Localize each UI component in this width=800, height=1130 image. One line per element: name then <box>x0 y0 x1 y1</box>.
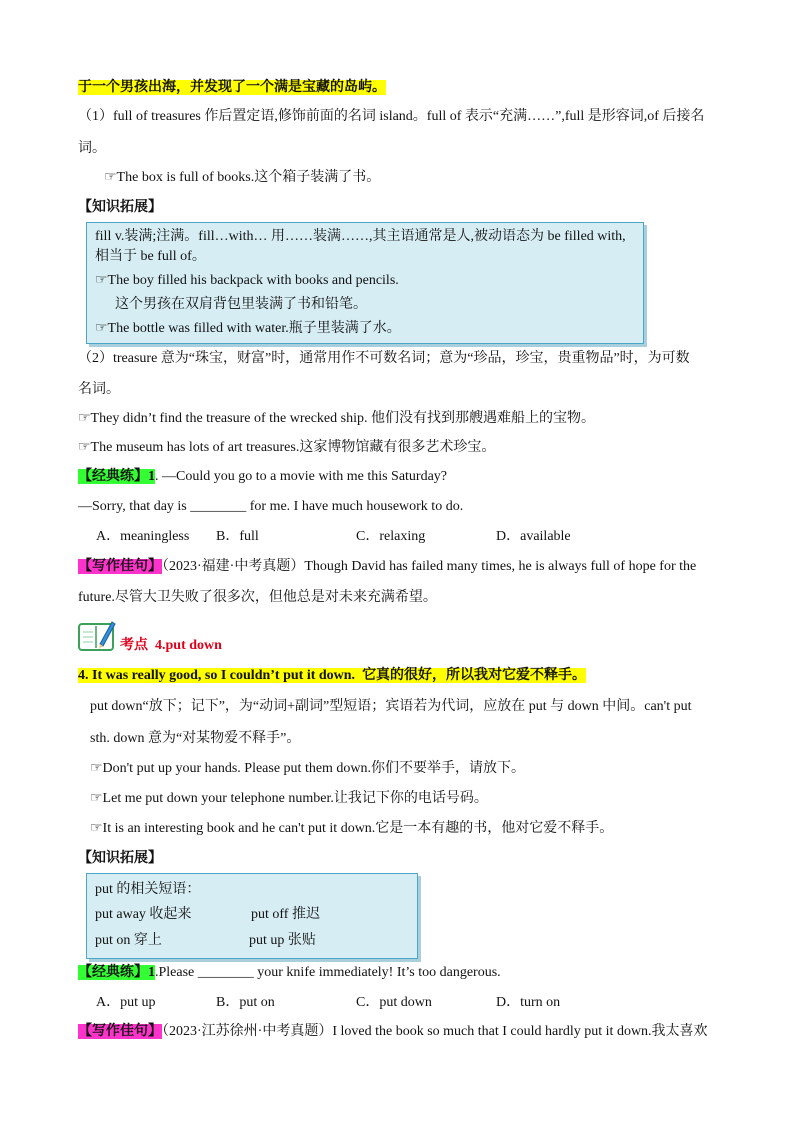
writing-sentence: 【写作佳句】（2023·江苏徐州·中考真题）I loved the book so much that I could hardly put it down.我太喜欢 <box>78 1024 708 1039</box>
kaodian-heading <box>120 636 222 656</box>
writing-sentence-line-2: future.尽管大卫失败了很多次，但他总是对未来充满希望。 <box>78 590 437 605</box>
phrase-item: put away 收起来 <box>95 907 192 922</box>
option-c[interactable]: C．put down <box>356 995 432 1010</box>
practice-question: 【经典练】1.Please ________ your knife immediately! It’s too dangerous. <box>78 965 501 980</box>
kaodian-label: 考点 <box>120 638 148 653</box>
phrase-item: put up 张贴 <box>249 933 316 948</box>
example-sentence: ☞The box is full of books.这个箱子装满了书。 <box>104 170 381 185</box>
book-pencil-icon <box>78 618 116 652</box>
writing-sentence: 【写作佳句】（2023·福建·中考真题）Though David has failed many times, he is always full of hope for the <box>78 559 697 574</box>
paragraph-3-line-2: sth. down 意为“对某物爱不释手”。 <box>90 731 301 746</box>
box-line: fill v.装满;注满。fill…with… 用……装满……,其主语通常是人,被动语态为 be filled with, <box>95 229 626 244</box>
knowledge-box <box>86 222 644 344</box>
example-sentence: ☞The museum has lots of art treasures.这家博物馆藏有很多艺术珍宝。 <box>78 440 496 455</box>
box-line: ☞The boy filled his backpack with books and pencils. <box>95 273 399 288</box>
option-d[interactable]: D．turn on <box>496 995 561 1010</box>
box-line: 这个男孩在双肩背包里装满了书和铅笔。 <box>115 297 367 312</box>
practice-tag: 【经典练】1 <box>78 469 155 484</box>
key-sentence: 4. It was really good, so I couldn’t put it down. 它真的很好，所以我对它爱不释手。 <box>78 668 587 683</box>
paragraph-2-line-2: 名词。 <box>78 382 120 397</box>
option-c[interactable]: C．relaxing <box>356 529 426 544</box>
practice-tag: 【经典练】1 <box>78 965 155 980</box>
example-sentence: ☞They didn’t find the treasure of the wrecked ship. 他们没有找到那艘遇难船上的宝物。 <box>78 411 595 426</box>
option-d[interactable]: D．available <box>496 529 571 544</box>
title-line: 于一个男孩出海，并发现了一个满是宝藏的岛屿。 <box>78 80 386 95</box>
box-line: ☞The bottle was filled with water.瓶子里装满了水。 <box>95 321 401 336</box>
paragraph-1-line-1: （1）full of treasures 作后置定语,修饰前面的名词 island。full of 表示“充满……”,full 是形容词,of 后接名 <box>78 109 705 124</box>
option-a[interactable]: A．meaningless <box>96 529 190 544</box>
practice-question-line-2: —Sorry, that day is ________ for me. I have much housework to do. <box>78 499 464 514</box>
example-sentence: ☞Don't put up your hands. Please put them down.你们不要举手，请放下。 <box>90 761 526 776</box>
phrase-item: put off 推迟 <box>251 907 320 922</box>
knowledge-extension-heading: 【知识拓展】 <box>78 851 162 866</box>
box-line: 相当于 be full of。 <box>95 249 206 264</box>
box-heading: put 的相关短语： <box>95 882 201 897</box>
kaodian-topic: 4.put down <box>155 638 222 653</box>
option-b[interactable]: B．full <box>216 529 259 544</box>
knowledge-extension-heading: 【知识拓展】 <box>78 200 162 215</box>
phrase-item: put on 穿上 <box>95 933 162 948</box>
paragraph-3-line-1: put down“放下；记下”，为“动词+副词”型短语；宾语若为代词，应放在 put 与 down 中间。can't put <box>90 699 692 714</box>
paragraph-1-line-2: 词。 <box>78 141 106 156</box>
example-sentence: ☞It is an interesting book and he can't put it down.它是一本有趣的书，他对它爱不释手。 <box>90 821 614 836</box>
phrase-box <box>86 873 418 959</box>
option-b[interactable]: B．put on <box>216 995 275 1010</box>
writing-tag: 【写作佳句】 <box>78 1024 162 1039</box>
example-sentence: ☞Let me put down your telephone number.让我记下你的电话号码。 <box>90 791 488 806</box>
writing-tag: 【写作佳句】 <box>78 559 162 574</box>
paragraph-2-line-1: （2）treasure 意为“珠宝，财富”时，通常用作不可数名词；意为“珍品，珍宝，贵重物品”时，为可数 <box>78 351 690 366</box>
practice-question: 【经典练】1. —Could you go to a movie with me this Saturday? <box>78 469 448 484</box>
option-a[interactable]: A．put up <box>96 995 156 1010</box>
